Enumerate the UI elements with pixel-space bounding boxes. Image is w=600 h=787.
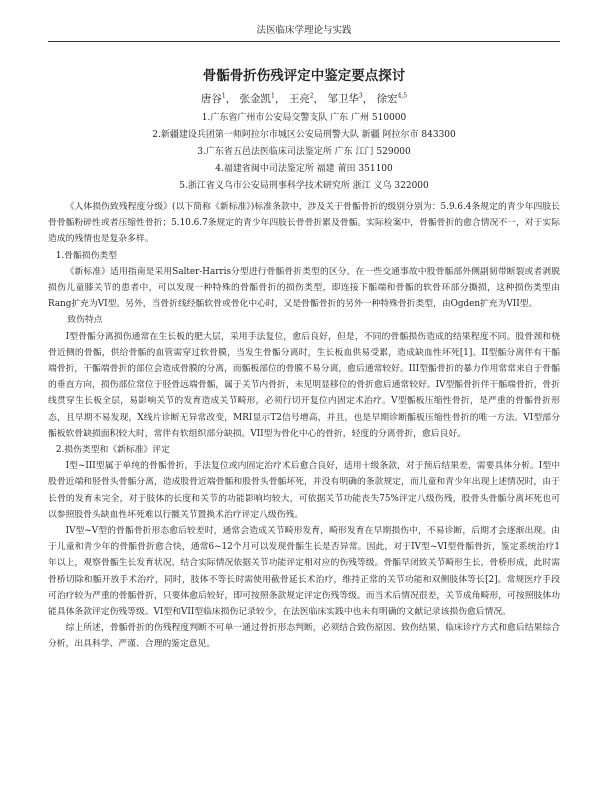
author-name: 徐宏 bbox=[376, 93, 398, 105]
author-affiliation-marker: 1 bbox=[271, 92, 275, 100]
subsection-heading-injury-features: 致伤特点 bbox=[67, 315, 103, 326]
affiliation: 3.广东省五邑法医临床司法鉴定所 广东 江门 529000 bbox=[197, 147, 411, 157]
section-heading-assessment: 2.损伤类型和《新标准》评定 bbox=[55, 445, 170, 456]
article-body bbox=[48, 199, 560, 653]
section-heading-injury-types: 1.骨骺损伤类型 bbox=[55, 250, 118, 261]
affiliation: 4.福建省闽中司法鉴定所 福建 莆田 351100 bbox=[215, 164, 393, 174]
affiliation-list bbox=[48, 110, 560, 195]
paragraph-intro: 《人体损伤致残程度分级》(以下简称《新标准》)标准条款中，涉及关于骨骺骨折的级别分别为：5.9.6.4条规定的青少年四肢长骨骨骺粉碎性或者压缩性骨折；5.10.6.7条规定的青少年四肢长骨骨折累及骨骺。实际检案中，骨骺骨折的愈合情况不一，对于实际造成的残情也是复杂多样。 bbox=[48, 202, 560, 245]
paragraph-types-1-3: I型~III型属于单纯的骨骺骨折，手法复位或内固定治疗术后愈合良好，适用十级条款，对于预后结果差，需要具体分析。I型中股骨近端和胫骨头骨骺分离，造成股骨近端骨骺和股骨头骨骺坏死，并没有明确的条款规定，而儿童和青少年出现上述情况时，由于长骨的发育未完全，对于肢体的长度和关节的功能影响均较大，可依据关节功能丧失75%评定八级伤残，股骨头骨骺分离坏死也可以参照股骨头缺血性坏死难以行髋关节置换术治疗评定八级伤残。 bbox=[48, 461, 560, 520]
author-affiliation-marker: 4,5 bbox=[397, 92, 408, 100]
author-name: 唐谷 bbox=[200, 93, 222, 105]
author-name: 邹卫华 bbox=[327, 93, 359, 105]
paragraph-types-4-7: IV型~V型的骨骺骨折形态愈后较差时，通常会造成关节畸形发育，畸形发育在早期损伤中，不易诊断，后期才会逐渐出现。由于儿童和青少年的骨骺骨折愈合快，通常6~12个月可以发现骨骺生长是否异常。因此，对于IV型~VI型骨骺骨折，鉴定系统治疗1年以上，观察骨骺生长发育状况，结合实际情况依据关节功能评定相对应的伤残等级。骨骺早闭致关节畸形生长，骨桥形成，此时需骨桥切除和骺开放手术治疗，同时，肢体不等长时需使用截骨延长术治疗，维持正常的关节功能和双侧肢体等长[2]。常规医疗手段可治疗较为严重的骨骺骨折，只要体愈后较好，即可按照条款规定评定伤残等级。而当术后情况很差，关节成角畸形，可按照肢体功能具体条款评定伤残等级。VI型和VII型临床损伤记录较少，在法医临床实践中也未有明确的文献记录该损伤愈后情况。 bbox=[48, 526, 560, 618]
paragraph-classification: 《新标准》适用指南是采用Salter-Harris分型进行骨骺骨折类型的区分。在一些交通事故中股骨骺部外侧副韧带断裂或者剥脱损伤儿童膝关节的患者中，可以发现一种特殊的骨骺骨折的损伤类型，即连接下骺端和骨骺的软骨环部分撕损，这种损伤类型由Rang扩充为VI型。另外，当骨折线经骺软骨或骨化中心时，又是骨骺骨折的另外一种特殊骨折类型，由Ogden扩充为VII型。 bbox=[48, 266, 560, 310]
affiliation: 5.浙江省义乌市公安局刑事科学技术研究所 浙江 义乌 322000 bbox=[179, 181, 429, 191]
author-affiliation-marker: 2 bbox=[309, 92, 314, 100]
paragraph-conclusion: 综上所述，骨骺骨折的伤残程度判断不可单一通过骨折形态判断，必须结合致伤原因、致伤结果、临床诊疗方式和愈后结果综合分析，出具科学、严谨、合理的鉴定意见。 bbox=[48, 623, 560, 650]
author-name: 王亮 bbox=[288, 93, 310, 105]
article-title: 骨骺骨折伤残评定中鉴定要点探讨 bbox=[202, 68, 406, 84]
author-affiliation-marker: 1 bbox=[221, 92, 226, 100]
author-affiliation-marker: 3 bbox=[358, 92, 363, 100]
author-name: 张金凯 bbox=[239, 93, 272, 105]
author-list: 唐谷$^1$， 张金凯$^1$， 王亮$^2$， 邹卫华$^3$， 徐宏$^{4,5}$ bbox=[200, 92, 408, 105]
running-head: 法医临床学理论与实践 bbox=[48, 0, 560, 42]
affiliation: 1.广东省广州市公安局交警支队 广东 广州 510000 bbox=[201, 113, 407, 123]
affiliation: 2.新疆建设兵团第一师阿拉尔市城区公安局刑警大队 新疆 阿拉尔市 843300 bbox=[152, 130, 456, 140]
paragraph-injury-features: I型骨骺分离损伤通常在生长板的肥大层，采用手法复位，愈后良好，但是，不同的骨骺损伤造成的结果程度不同。股骨颈和桡骨近侧的骨骺，供给骨骺的血管需穿过软骨膜，当发生骨骺分离时，生长板血供易受累，造成缺血性坏死[1]。II型骺分离伴有干骺端骨折，干骺端骨折的部位会造成骨膜的分离，而骺板部位的骨膜不易分离，愈后通常较好。III型骺骨折的暴力作用常常来自于骨骺的垂直方向，损伤部位常位于胫骨远端骨骺，属于关节内骨折，未见明显移位的骨折愈后通常较好。IV型骺骨折伴干骺端骨折，骨折线贯穿生长板全层，易影响关节的发育造成关节畸形，必须行切开复位内固定术治疗。V型骺板压缩性骨折，是严重的骨骺骨折形态，且早期不易发现，X线片诊断无异常改变，MRI显示T2信号增高，并且，也是早期诊断骺板压缩性骨折的唯一方法。VI型部分骺板软骨缺损面积较大时，常伴有软组织部分缺损。VII型为骨化中心的骨折，轻度的分离骨折，愈后良好。 bbox=[48, 331, 560, 439]
